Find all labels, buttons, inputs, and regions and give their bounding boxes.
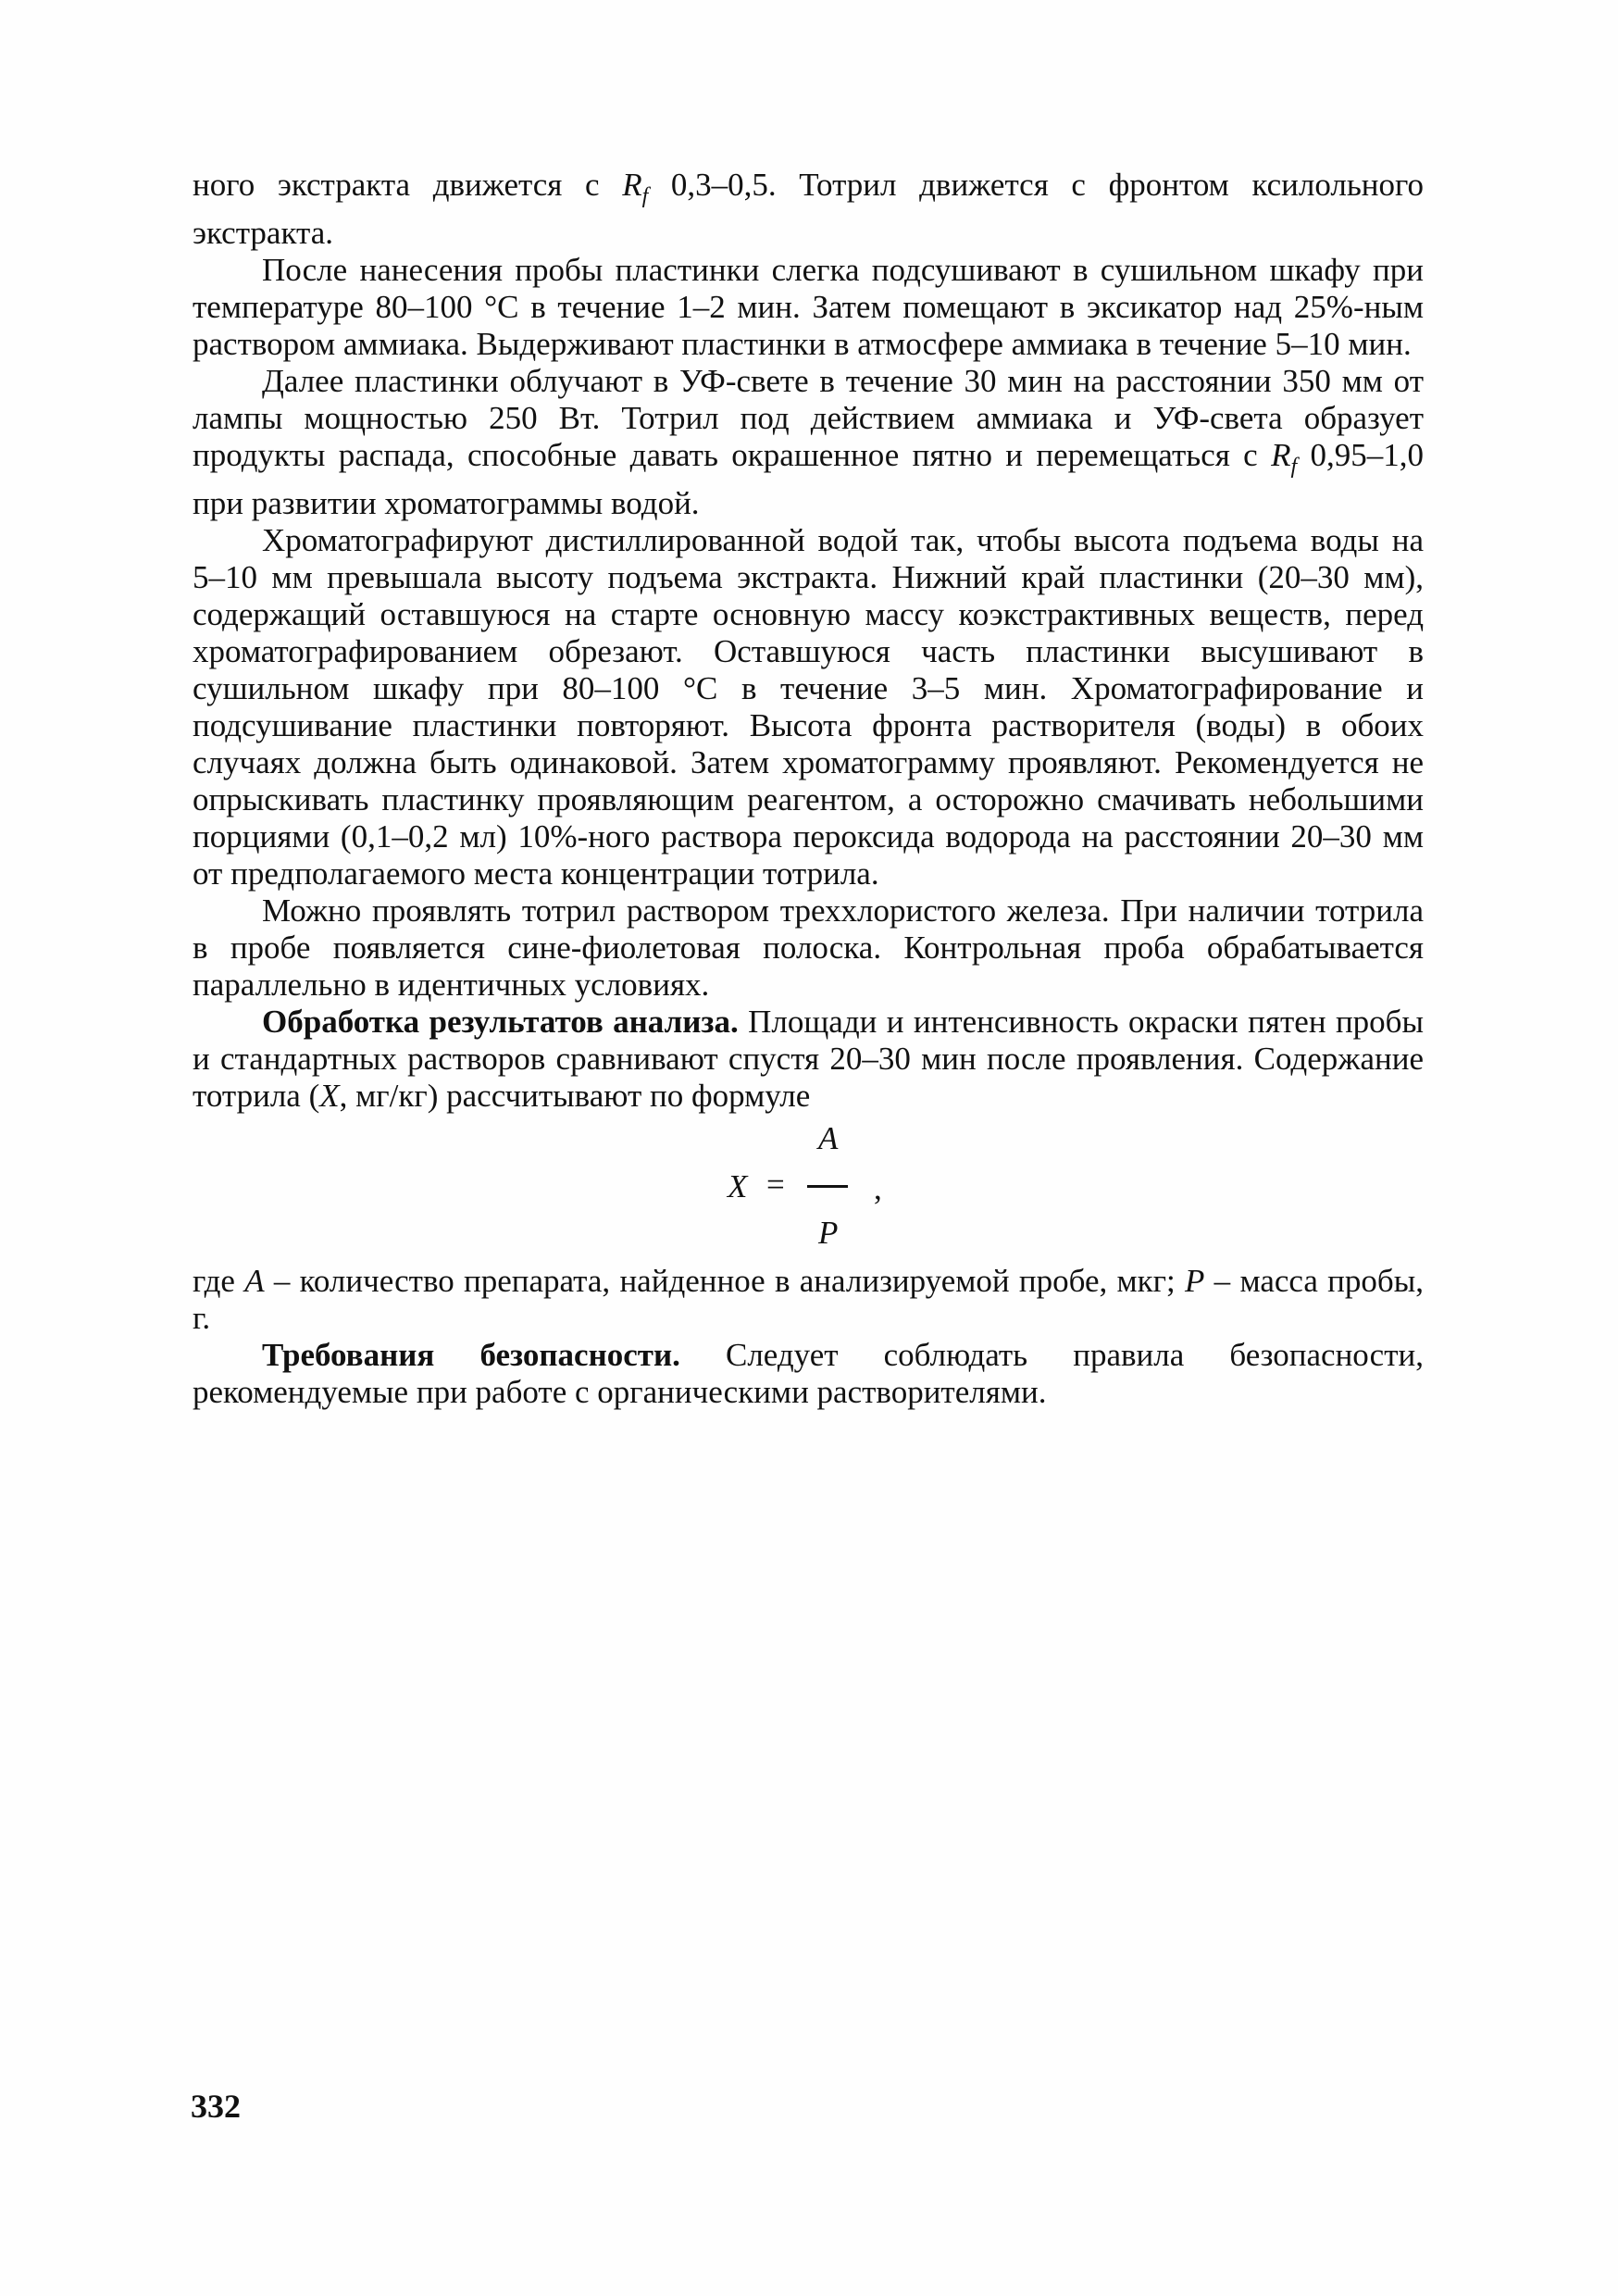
paragraph-4 <box>193 522 1424 892</box>
text-run: P <box>1185 1263 1205 1299</box>
paragraph-5 <box>193 892 1424 1004</box>
paragraph-safety <box>193 1337 1424 1411</box>
formula-equals: = <box>766 1167 785 1203</box>
page-number: 332 <box>191 2088 241 2125</box>
text-run: где <box>193 1263 245 1299</box>
formula <box>193 1118 1424 1257</box>
text-run: Хроматографируют дистиллированной водой так, чтобы высота подъема воды на 5–10 мм превышала высоту подъема экстракта. Нижний край пластинки (20–30 мм), содержащий оставшуюся на старте основную массу коэкстрактивных веществ, перед хроматографированием обрезают. Оставшуюся часть пластинки высушивают в сушильном шкафу при 80–100 °С в течение 3–5 мин. Хроматографирование и подсушивание пластинки повторяют. Высота фронта растворителя (воды) в обоих случаях должна быть одинаковой. Затем хроматограмму проявляют. Рекомендуется не опрыскивать пластинку проявляющим реагентом, а осторожно смачивать небольшими порциями (0,1–0,2 мл) 10%-ного раствора пероксида водорода на расстоянии 20–30 мм от предполагаемого места концентрации тотрила. <box>193 522 1424 892</box>
text-run: f <box>1290 455 1298 479</box>
text-run: A <box>244 1263 265 1299</box>
text-run: Следует соблюдать правила безопасности, рекомендуемые при работе с органическими растворителями. <box>193 1337 1424 1410</box>
paragraph-2 <box>193 252 1424 363</box>
text-run: Можно проявлять тотрил раствором треххлористого железа. При наличии тотрила в пробе появляется сине-фиолетовая полоска. Контрольная проба обрабатывается параллельно в идентичных условиях. <box>193 892 1424 1003</box>
text-run: f <box>641 184 649 208</box>
paragraph-3 <box>193 363 1424 522</box>
body-text <box>193 167 1424 1411</box>
fraction-bar <box>807 1185 848 1188</box>
section-heading: Требования безопасности. <box>262 1337 680 1373</box>
text-run: Далее пластинки облучают в УФ-свете в течение 30 мин на расстоянии 350 мм от лампы мощностью 250 Вт. Тотрил под действием аммиака и УФ-света образует продукты распада, способные давать окрашенное пятно и перемещаться с <box>193 363 1424 473</box>
formula-lhs: X <box>728 1168 748 1204</box>
section-heading: Обработка результатов анализа. <box>262 1004 739 1040</box>
formula-numerator: A <box>818 1120 839 1156</box>
text-run: R <box>622 167 642 203</box>
text-run: После нанесения пробы пластинки слегка подсушивают в сушильном шкафу при температуре 80–100 °С в течение 1–2 мин. Затем помещают в эксикатор над 25%-ным раствором аммиака. Выдерживают пластинки в атмосфере аммиака в течение 5–10 мин. <box>193 252 1424 362</box>
text-run: X <box>319 1078 340 1114</box>
paragraph-1 <box>193 167 1424 252</box>
text-run: 0,95–1,0 при развитии хроматограммы водой. <box>193 437 1424 521</box>
text-run: 0,3–0,5. Тотрил движется с фронтом ксилольного экстракта. <box>193 167 1424 251</box>
text-run: ного экстракта движется с <box>193 167 623 203</box>
text-run: R <box>1271 437 1291 473</box>
formula-comma: , <box>874 1170 882 1206</box>
text-run: , мг/кг) рассчитывают по формуле <box>339 1078 811 1114</box>
text-run: – масса пробы, г. <box>193 1263 1424 1336</box>
paragraph-where <box>193 1263 1424 1337</box>
paragraph-results <box>193 1004 1424 1115</box>
formula-denominator: P <box>818 1215 839 1251</box>
text-run: – количество препарата, найденное в анализируемой пробе, мкг; <box>264 1263 1186 1299</box>
text-run: Площади и интенсивность окраски пятен пробы и стандартных растворов сравнивают спустя 20–30 мин после проявления. Содержание тотрила ( <box>193 1004 1424 1114</box>
